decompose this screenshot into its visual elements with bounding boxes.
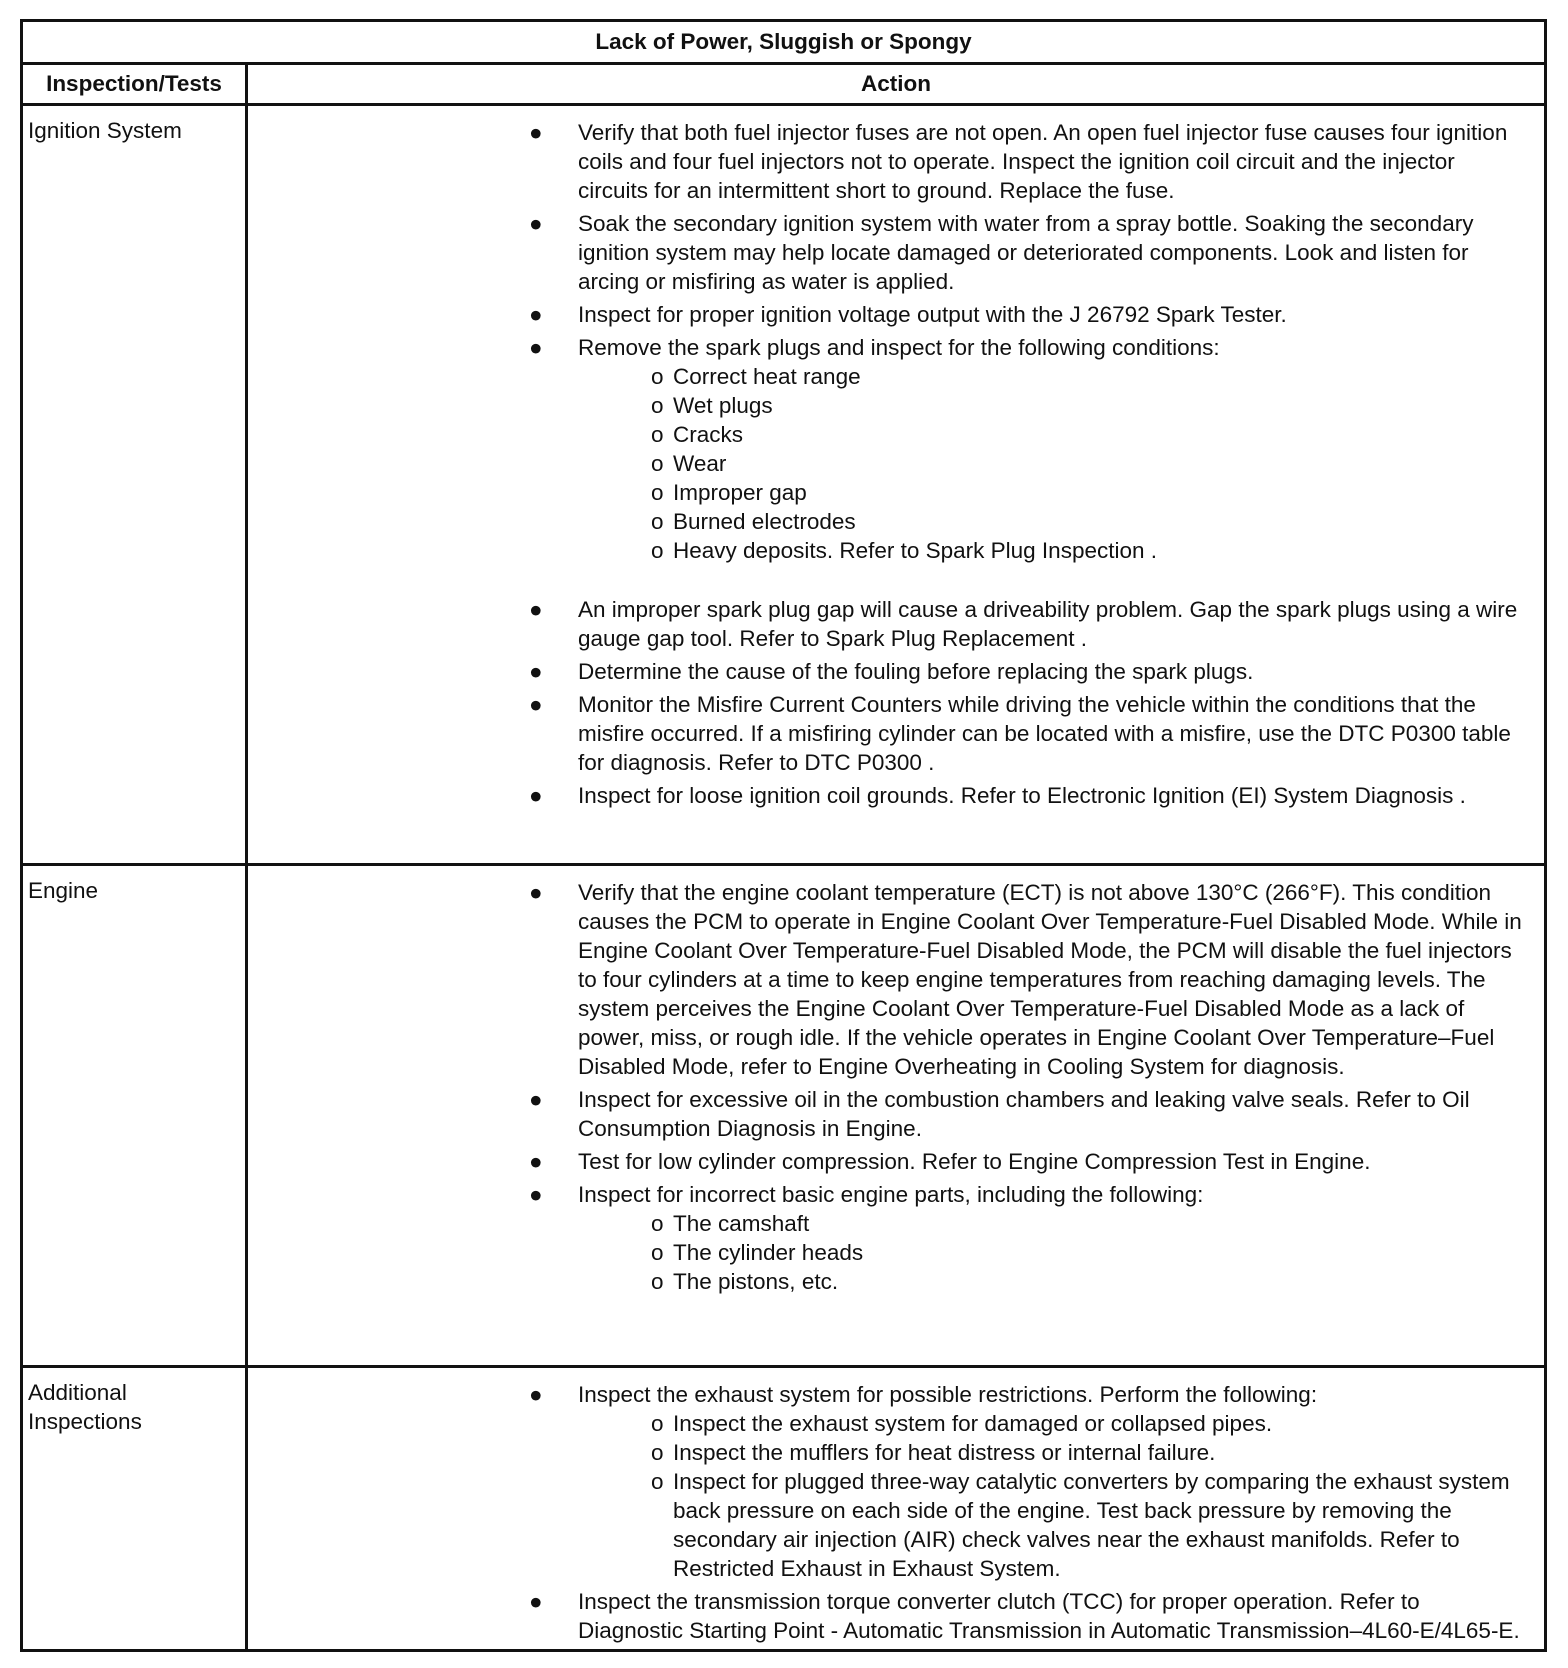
- list-item: ● Inspect the exhaust system for possible restrictions. Perform the following: o Inspect the exhaust system for damaged or collapsed pipes. o Inspect the mufflers for heat distress or internal failure. o Inspect for plugged three-way catalytic converters by comparing the exhaust system back pressure on each side of the engine. Test back pressure by removing the secondary air injection (AIR) check valves near the exhaust manifolds. Refer to Restricted Exhaust in Exhaust System.: [248, 1380, 1530, 1583]
- table-title: Lack of Power, Sluggish or Spongy: [22, 21, 1546, 64]
- bullet-icon: ●: [529, 335, 543, 360]
- spark-plug-conditions-list: [248, 362, 1530, 565]
- list-item: ● An improper spark plug gap will cause a driveability problem. Gap the spark plugs using a wire gauge gap tool. Refer to Spark Plug Replacement .: [529, 597, 1518, 651]
- sub-list-item: o Inspect for plugged three-way catalytic converters by comparing the exhaust system back pressure on each side of the engine. Test back pressure by removing the secondary air injection (AIR) check valves near the exhaust manifolds. Refer to Restricted Exhaust in Exhaust System.: [651, 1469, 1510, 1581]
- circle-bullet-icon: o: [651, 393, 664, 418]
- sub-list-item: o Inspect the exhaust system for damaged or collapsed pipes.: [651, 1411, 1273, 1436]
- circle-bullet-icon: o: [651, 1411, 664, 1436]
- list-item: ● Inspect for incorrect basic engine parts, including the following: o The camshaft o The cylinder heads o The pistons, etc.: [248, 1180, 1530, 1296]
- bullet-icon: ●: [529, 211, 543, 236]
- sub-list-item: o Wear: [651, 451, 727, 476]
- sub-list-item: o The pistons, etc.: [651, 1269, 839, 1294]
- circle-bullet-icon: o: [651, 480, 664, 505]
- bullet-icon: ●: [529, 1087, 543, 1112]
- header-action: Action: [247, 64, 1546, 105]
- row-label-engine: Engine: [22, 865, 247, 1367]
- bullet-icon: ●: [529, 120, 543, 145]
- list-item: ● Remove the spark plugs and inspect for the following conditions: o Correct heat range o Wet plugs o Cracks o Wear o Improper gap o Burned electrodes o Heavy deposits. Refer to Spark Plug Inspection .: [248, 333, 1530, 591]
- bullet-icon: ●: [529, 1589, 543, 1614]
- circle-bullet-icon: o: [651, 451, 664, 476]
- bullet-icon: ●: [529, 692, 543, 717]
- exhaust-checks-list: [248, 1409, 1530, 1583]
- bullet-icon: ●: [529, 302, 543, 327]
- bullet-icon: ●: [529, 783, 543, 808]
- circle-bullet-icon: o: [651, 1469, 664, 1494]
- header-inspection: Inspection/Tests: [22, 64, 247, 105]
- action-cell-ignition: [247, 105, 1546, 865]
- sub-list-item: o Burned electrodes: [651, 509, 856, 534]
- list-item: ● Determine the cause of the fouling before replacing the spark plugs.: [529, 659, 1254, 684]
- list-item: ● Soak the secondary ignition system with water from a spray bottle. Soaking the secondary ignition system may help locate damaged or deteriorated components. Look and listen for arcing or misfiring as water is applied.: [529, 211, 1474, 294]
- ignition-action-list: [248, 118, 1530, 810]
- bullet-icon: ●: [529, 1182, 543, 1207]
- list-item: ● Verify that both fuel injector fuses are not open. An open fuel injector fuse causes four ignition coils and four fuel injectors not to operate. Inspect the ignition coil circuit and the injector circuits for an intermittent short to ground. Replace the fuse.: [529, 120, 1508, 203]
- circle-bullet-icon: o: [651, 422, 664, 447]
- circle-bullet-icon: o: [651, 1240, 664, 1265]
- circle-bullet-icon: o: [651, 364, 664, 389]
- circle-bullet-icon: o: [651, 1269, 664, 1294]
- additional-action-list: [248, 1380, 1530, 1645]
- row-label-ignition: Ignition System: [22, 105, 247, 865]
- list-item: ● Inspect the transmission torque converter clutch (TCC) for proper operation. Refer to Diagnostic Starting Point - Automatic Transmission in Automatic Transmission–4L60-E/4L65-E.: [529, 1589, 1520, 1643]
- list-item: ● Inspect for proper ignition voltage output with the J 26792 Spark Tester.: [529, 302, 1287, 327]
- sub-list-item: o Wet plugs: [651, 393, 773, 418]
- bullet-icon: ●: [529, 1382, 543, 1407]
- diagnosis-table: [20, 19, 1547, 1652]
- sub-list-item: o Correct heat range: [651, 364, 861, 389]
- list-item: ● Verify that the engine coolant temperature (ECT) is not above 130°C (266°F). This condition causes the PCM to operate in Engine Coolant Over Temperature-Fuel Disabled Mode. While in Engine Coolant Over Temperature-Fuel Disabled Mode, the PCM will disable the fuel injectors to four cylinders at a time to keep engine temperatures from reaching damaging levels. The system perceives the Engine Coolant Over Temperature-Fuel Disabled Mode as a lack of power, miss, or rough idle. If the vehicle operates in Engine Coolant Over Temperature–Fuel Disabled Mode, refer to Engine Overheating in Cooling System for diagnosis.: [529, 880, 1522, 1079]
- sub-list-item: o Cracks: [651, 422, 744, 447]
- row-label-additional: Additional Inspections: [22, 1367, 247, 1651]
- sub-list-item: o Inspect the mufflers for heat distress or internal failure.: [651, 1440, 1216, 1465]
- sub-list-item: o The camshaft: [651, 1211, 810, 1236]
- action-cell-additional: [247, 1367, 1546, 1651]
- list-item: ● Monitor the Misfire Current Counters while driving the vehicle within the conditions that the misfire occurred. If a misfiring cylinder can be located with a misfire, use the DTC P0300 table for diagnosis. Refer to DTC P0300 .: [529, 692, 1511, 775]
- bullet-icon: ●: [529, 659, 543, 684]
- action-cell-engine: [247, 865, 1546, 1367]
- circle-bullet-icon: o: [651, 538, 664, 563]
- bullet-icon: ●: [529, 597, 543, 622]
- sub-list-item: o Heavy deposits. Refer to Spark Plug Inspection .: [651, 538, 1158, 563]
- list-item: ● Inspect for loose ignition coil grounds. Refer to Electronic Ignition (EI) System Diagnosis .: [529, 783, 1466, 808]
- sub-list-item: o The cylinder heads: [651, 1240, 864, 1265]
- circle-bullet-icon: o: [651, 509, 664, 534]
- list-item: ● Inspect for excessive oil in the combustion chambers and leaking valve seals. Refer to Oil Consumption Diagnosis in Engine.: [529, 1087, 1470, 1141]
- list-item: ● Test for low cylinder compression. Refer to Engine Compression Test in Engine.: [529, 1149, 1371, 1174]
- circle-bullet-icon: o: [651, 1440, 664, 1465]
- engine-parts-list: [248, 1209, 1530, 1296]
- engine-action-list: [248, 878, 1530, 1296]
- sub-list-item: o Improper gap: [651, 480, 807, 505]
- circle-bullet-icon: o: [651, 1211, 664, 1236]
- bullet-icon: ●: [529, 880, 543, 905]
- bullet-icon: ●: [529, 1149, 543, 1174]
